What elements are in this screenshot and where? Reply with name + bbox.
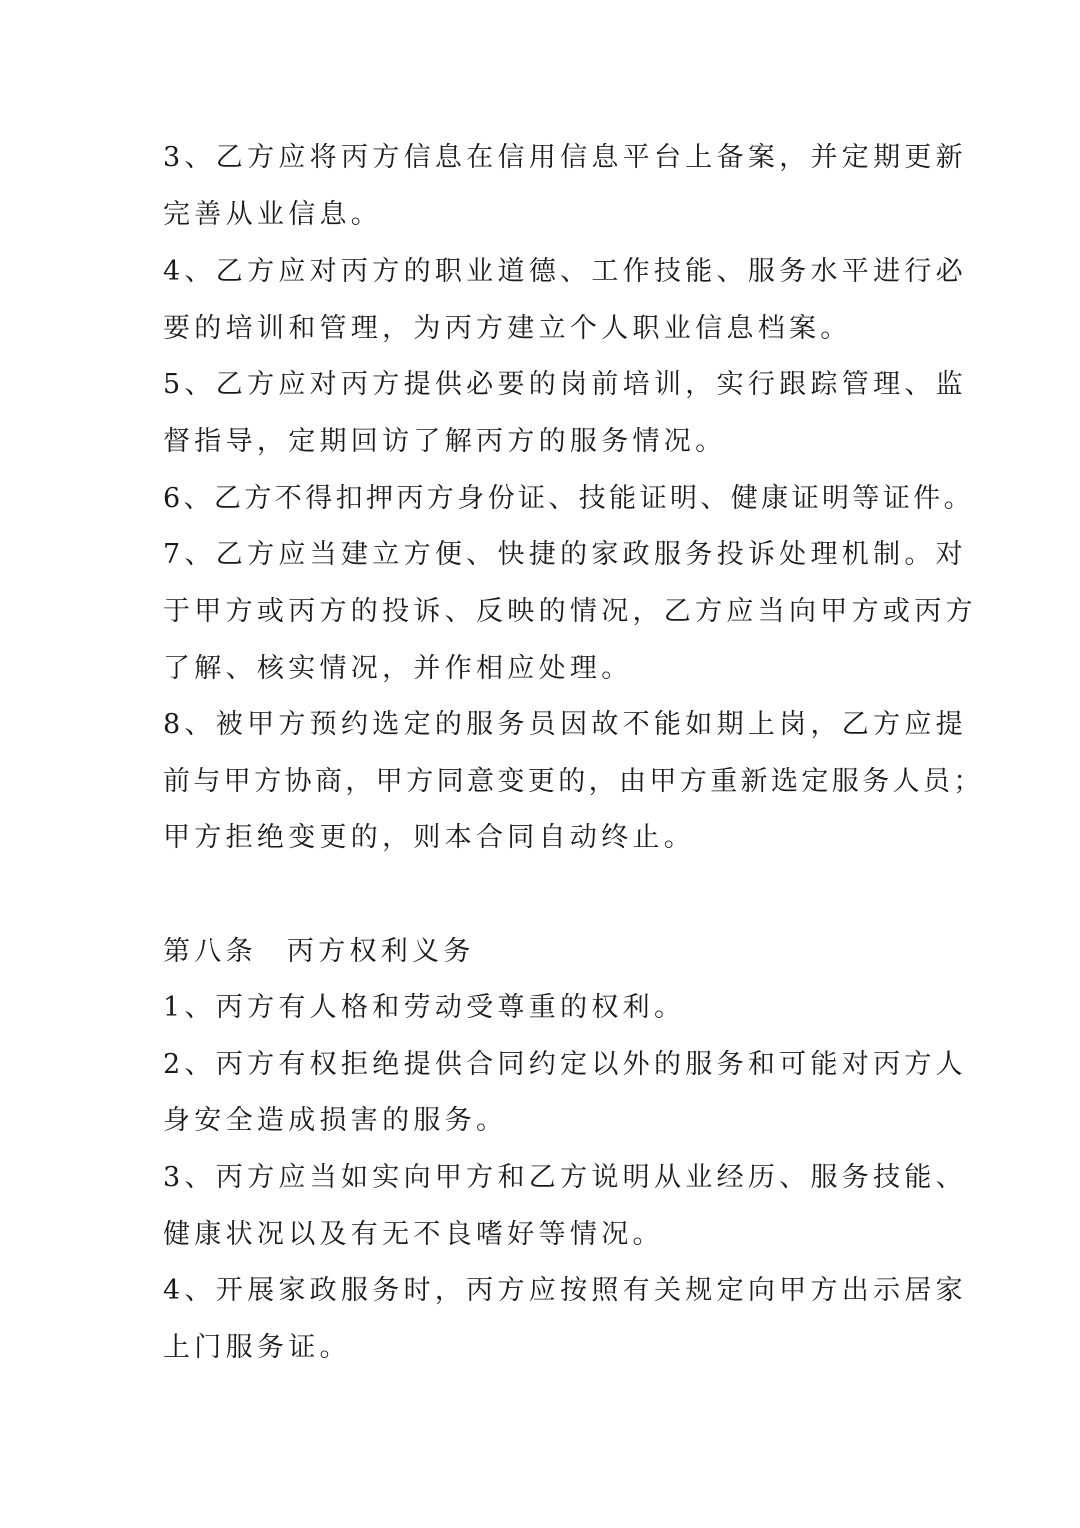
section-heading — [163, 932, 475, 972]
text-line: 身安全造成损害的服务。 — [163, 1105, 508, 1136]
text-line: 6、乙方不得扣押丙方身份证、技能证明、健康证明等证件。 — [163, 483, 974, 514]
text-line: 4、开展家政服务时，丙方应按照有关规定向甲方出示居家 — [163, 1275, 967, 1306]
text-line: 1、丙方有人格和劳动受尊重的权利。 — [163, 992, 686, 1023]
text-line: 甲方拒绝变更的，则本合同自动终止。 — [163, 822, 696, 853]
text-line: 8、被甲方预约选定的服务员因故不能如期上岗，乙方应提 — [163, 709, 967, 740]
text-line: 7、乙方应当建立方便、快捷的家政服务投诉处理机制。对 — [163, 539, 967, 570]
text-line: 完善从业信息。 — [163, 199, 383, 230]
text-line: 了解、核实情况，并作相应处理。 — [163, 653, 633, 684]
text-line: 于甲方或丙方的投诉、反映的情况，乙方应当向甲方或丙方 — [163, 596, 977, 627]
text-line: 上门服务证。 — [163, 1332, 351, 1363]
text-line: 5、乙方应对丙方提供必要的岗前培训，实行跟踪管理、监 — [163, 369, 967, 400]
text-line: 前与甲方协商，甲方同意变更的，由甲方重新选定服务人员； — [163, 766, 984, 797]
text-line: 要的培训和管理，为丙方建立个人职业信息档案。 — [163, 313, 852, 344]
text-line: 健康状况以及有无不良嗜好等情况。 — [163, 1219, 664, 1250]
text-line: 4、乙方应对丙方的职业道德、工作技能、服务水平进行必 — [163, 256, 967, 287]
text-line: 2、丙方有权拒绝提供合同约定以外的服务和可能对丙方人 — [163, 1049, 967, 1080]
text-line: 3、丙方应当如实向甲方和乙方说明从业经历、服务技能、 — [163, 1162, 967, 1193]
section-number: 第八条 — [163, 936, 257, 967]
section-title: 丙方权利义务 — [286, 936, 475, 967]
text-line: 3、乙方应将丙方信息在信用信息平台上备案，并定期更新 — [163, 142, 967, 173]
text-line: 督指导，定期回访了解丙方的服务情况。 — [163, 426, 727, 457]
